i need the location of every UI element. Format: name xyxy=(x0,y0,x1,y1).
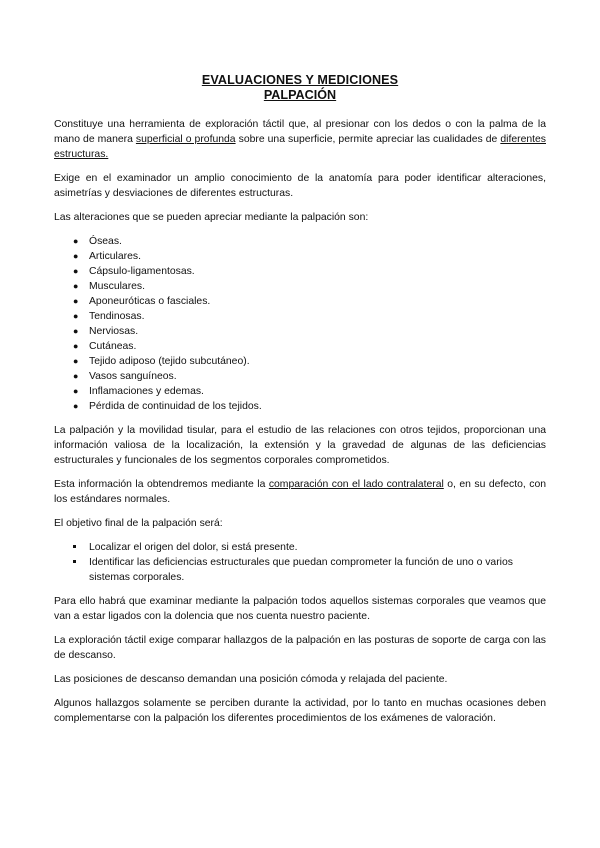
paragraph-anatomy: Exige en el examinador un amplio conocimiento de la anatomía para poder identificar alteraciones, asimetrías y desviaciones de diferentes estructuras. xyxy=(54,173,546,199)
bullet-icon: ● xyxy=(73,326,79,336)
list-item xyxy=(54,540,546,555)
list-item-text: Pérdida de continuidad de los tejidos. xyxy=(89,401,262,412)
comparison-text-1: Esta información la obtendremos mediante la xyxy=(54,479,269,490)
paragraph-systems: Para ello habrá que examinar mediante la palpación todos aquellos sistemas corporales que veamos que van a estar ligados con la dolencia que nos cuenta nuestro paciente. xyxy=(54,596,546,622)
list-item xyxy=(54,324,546,339)
list-item xyxy=(54,264,546,279)
intro-underlined-1: superficial o profunda xyxy=(135,134,236,145)
objectives-list xyxy=(54,540,546,585)
list-item xyxy=(54,249,546,264)
list-item-text: Musculares. xyxy=(89,281,146,292)
list-item-text: Tendinosas. xyxy=(89,311,145,322)
paragraph-load-postures: La exploración táctil exige comparar hallazgos de la palpación en las posturas de soporte de carga con las de descanso. xyxy=(54,635,546,661)
bullet-icon: ● xyxy=(73,251,79,261)
list-item xyxy=(54,399,546,414)
alterations-list xyxy=(54,234,546,414)
bullet-icon: ● xyxy=(73,341,79,351)
bullet-icon: ● xyxy=(73,401,79,411)
square-bullet-icon xyxy=(73,560,76,563)
paragraph-rest-positions: Las posiciones de descanso demandan una posición cómoda y relajada del paciente. xyxy=(54,674,448,685)
intro-paragraph xyxy=(54,117,546,162)
square-bullet-icon xyxy=(73,545,76,548)
list-item-text: Aponeuróticas o fasciales. xyxy=(89,296,211,307)
list-item xyxy=(54,279,546,294)
paragraph-activity-findings: Algunos hallazgos solamente se perciben durante la actividad, por lo tanto en muchas ocasiones deben complementarse con la palpación los diferentes procedimientos de los exámenes de valoración. xyxy=(54,698,546,724)
list-item-text: Inflamaciones y edemas. xyxy=(89,386,204,397)
bullet-icon: ● xyxy=(73,296,79,306)
comparison-underlined: comparación con el lado contralateral xyxy=(268,479,444,490)
list-item-text: Tejido adiposo (tejido subcutáneo). xyxy=(89,356,250,367)
list-item-text: Articulares. xyxy=(89,251,141,262)
list-item-text: Óseas. xyxy=(89,236,122,247)
bullet-icon: ● xyxy=(73,236,79,246)
list-item xyxy=(54,309,546,324)
intro-underlined-2: diferentes estructuras. xyxy=(54,134,546,160)
page-title: EVALUACIONES Y MEDICIONES xyxy=(201,73,399,87)
list-item xyxy=(54,369,546,384)
comparison-text-2: o, en su defecto, con los estándares normales. xyxy=(54,479,547,505)
page-subtitle: PALPACIÓN xyxy=(263,88,337,102)
bullet-icon: ● xyxy=(73,281,79,291)
paragraph-alterations-intro: Las alteraciones que se pueden apreciar mediante la palpación son: xyxy=(54,212,369,223)
list-item xyxy=(54,384,546,399)
intro-text-1: Constituye una herramienta de exploración táctil que, al presionar con los dedos o con la palma de la mano de manera xyxy=(54,119,546,145)
list-item-text: Identificar las deficiencias estructurales que puedan comprometer la función de uno o varios sistemas corporales. xyxy=(89,557,513,583)
list-item xyxy=(54,339,546,354)
bullet-icon: ● xyxy=(73,371,79,381)
list-item-text: Cutáneas. xyxy=(89,341,137,352)
bullet-icon: ● xyxy=(73,386,79,396)
paragraph-comparison xyxy=(54,477,546,507)
bullet-icon: ● xyxy=(73,266,79,276)
list-item xyxy=(54,294,546,309)
intro-text-2: sobre una superficie, permite apreciar las cualidades de xyxy=(235,134,501,145)
list-item-text: Localizar el origen del dolor, si está presente. xyxy=(89,542,298,553)
paragraph-objective-intro: El objetivo final de la palpación será: xyxy=(54,518,223,529)
list-item xyxy=(54,555,546,585)
list-item xyxy=(54,234,546,249)
list-item-text: Cápsulo-ligamentosas. xyxy=(89,266,195,277)
paragraph-tissue-mobility: La palpación y la movilidad tisular, para el estudio de las relaciones con otros tejidos, proporcionan una información valiosa de la localización, la extensión y la gravedad de algunas de las deficiencias estructurales y funcionales de los segmentos corporales comprometidos. xyxy=(54,425,546,466)
list-item xyxy=(54,354,546,369)
list-item-text: Vasos sanguíneos. xyxy=(89,371,177,382)
bullet-icon: ● xyxy=(73,311,79,321)
bullet-icon: ● xyxy=(73,356,79,366)
list-item-text: Nerviosas. xyxy=(89,326,139,337)
